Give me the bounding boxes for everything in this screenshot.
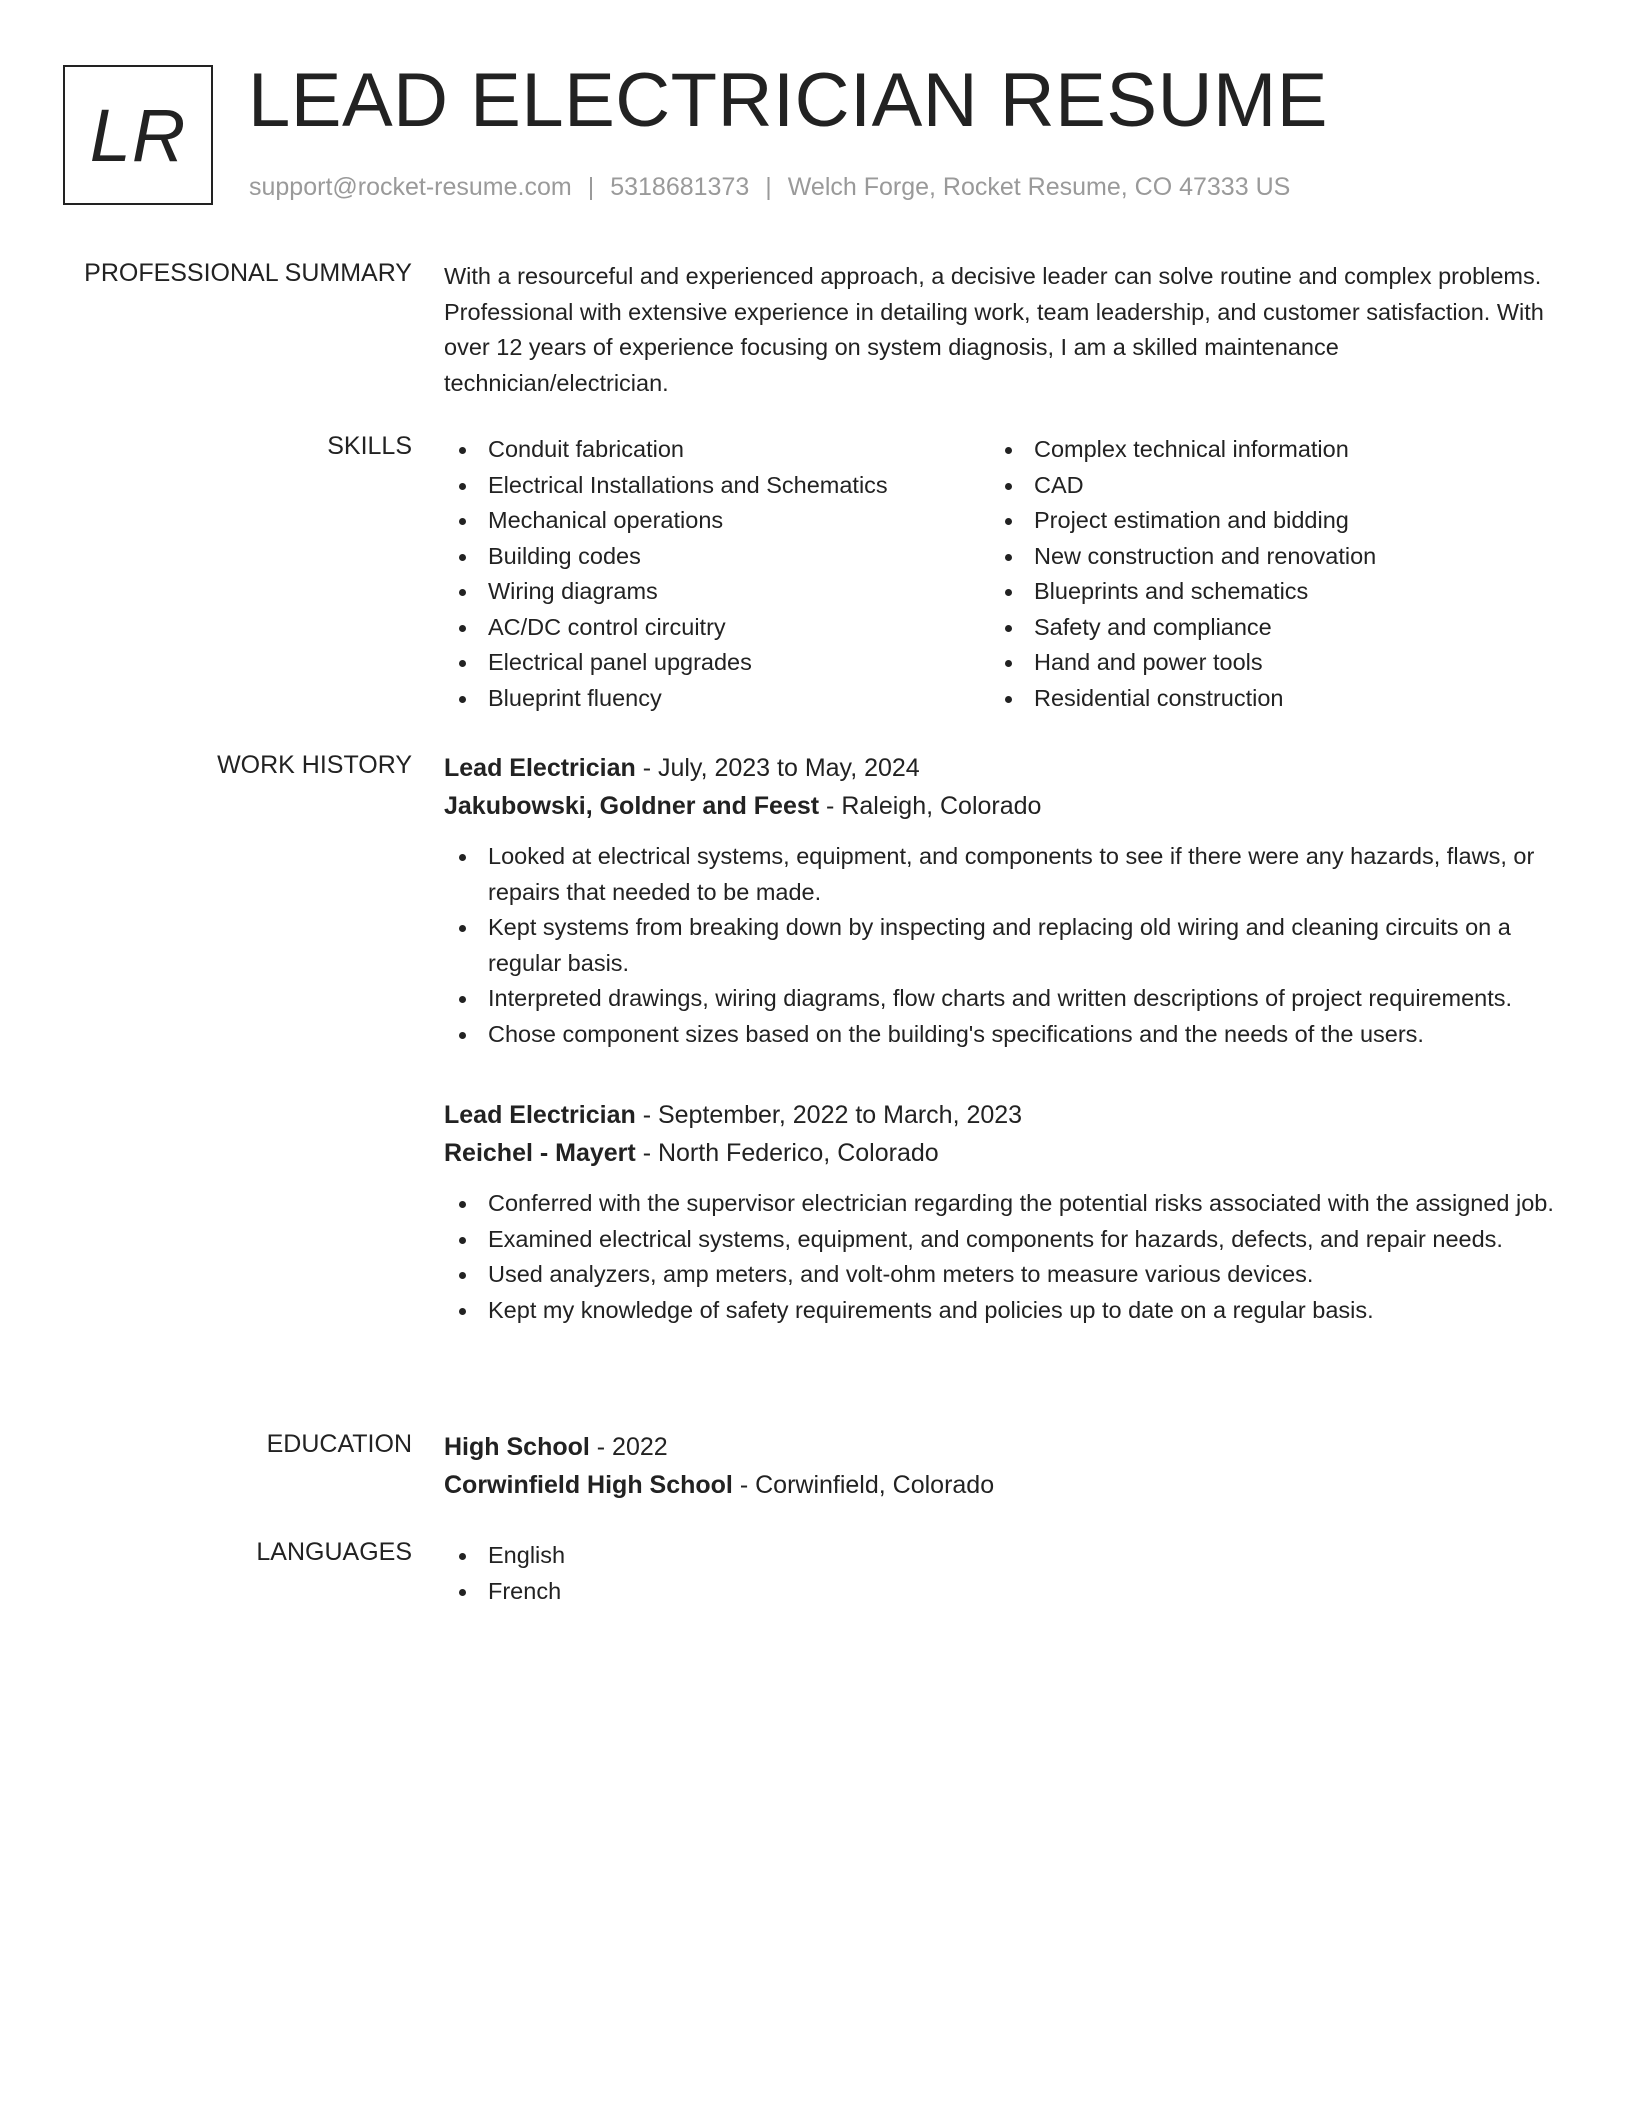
job-title-line [444,749,1554,787]
language-item: English [444,1538,1554,1574]
section-label-work: WORK HISTORY [217,751,412,779]
section-label-summary: PROFESSIONAL SUMMARY [84,259,412,287]
job-company-line [444,787,1554,825]
skill-item: Safety and compliance [990,610,1536,646]
job-duties [444,839,1554,1052]
duty-item: Chose component sizes based on the building's specifications and the needs of the users. [444,1017,1554,1053]
duty-item: Conferred with the supervisor electrician regarding the potential risks associated with the assigned job. [444,1186,1554,1222]
resume-header [63,58,1583,215]
summary-text: With a resourceful and experienced approach, a decisive leader can solve routine and complex problems. Professional with extensive experience in detailing work, team leadership, and customer satisfaction. With over 12 years of experience focusing on system diagnosis, I am a skilled maintenance technician/electrician. [444,263,1544,396]
education-degree-line [444,1428,1554,1466]
skill-item: AC/DC control circuitry [444,610,990,646]
job-title: Lead Electrician [444,754,636,782]
skills-list-left [444,432,990,716]
education-body [444,1428,1554,1504]
skill-item: Wiring diagrams [444,574,990,610]
skills-columns [444,432,1554,716]
skill-item: Blueprint fluency [444,681,990,717]
job-duties [444,1186,1554,1328]
section-label-languages: LANGUAGES [256,1538,412,1566]
job-entry [444,1096,1554,1328]
job-company: Reichel - Mayert [444,1139,636,1167]
duty-item: Kept systems from breaking down by inspecting and replacing old wiring and cleaning circuits on a regular basis. [444,910,1554,981]
skill-item: Residential construction [990,681,1536,717]
skill-item: Project estimation and bidding [990,503,1536,539]
contact-line [249,173,1290,202]
section-label-education: EDUCATION [266,1430,412,1458]
monogram-logo: LR [63,65,213,205]
education-year: - 2022 [589,1433,668,1461]
page-title: LEAD ELECTRICIAN RESUME [248,58,1328,143]
duty-item: Used analyzers, amp meters, and volt-ohm meters to measure various devices. [444,1257,1554,1293]
education-school-line [444,1466,1554,1504]
skill-item: Electrical Installations and Schematics [444,468,990,504]
languages-body [444,1538,1554,1609]
education-school: Corwinfield High School [444,1471,733,1499]
duty-item: Looked at electrical systems, equipment, and components to see if there were any hazards, flaws, or repairs that needed to be made. [444,839,1554,910]
language-item: French [444,1574,1554,1610]
section-label-skills: SKILLS [327,432,412,460]
contact-phone[interactable]: 5318681373 [610,173,750,201]
skills-body [444,432,1554,716]
skill-item: CAD [990,468,1536,504]
job-dates: - September, 2022 to March, 2023 [635,1101,1023,1129]
skill-item: Electrical panel upgrades [444,645,990,681]
skill-item: Mechanical operations [444,503,990,539]
duty-item: Examined electrical systems, equipment, and components for hazards, defects, and repair needs. [444,1222,1554,1258]
job-title-line [444,1096,1554,1134]
languages-list [444,1538,1554,1609]
duty-item: Kept my knowledge of safety requirements and policies up to date on a regular basis. [444,1293,1554,1329]
skill-item: Building codes [444,539,990,575]
job-title: Lead Electrician [444,1101,636,1129]
skill-item: Complex technical information [990,432,1536,468]
skills-list-right [990,432,1536,716]
contact-separator: | [587,173,595,201]
education-degree: High School [444,1433,590,1461]
contact-email[interactable]: support@rocket-resume.com [249,173,572,201]
skill-item: Blueprints and schematics [990,574,1536,610]
job-location: - Raleigh, Colorado [819,792,1042,820]
summary-body [444,259,1554,401]
skill-item: New construction and renovation [990,539,1536,575]
job-entry [444,749,1554,1052]
job-company-line [444,1134,1554,1172]
work-body [444,749,1554,1372]
job-dates: - July, 2023 to May, 2024 [635,754,920,782]
skill-item: Conduit fabrication [444,432,990,468]
education-location: - Corwinfield, Colorado [732,1471,995,1499]
contact-separator: | [765,173,772,201]
job-location: - North Federico, Colorado [635,1139,939,1167]
job-company: Jakubowski, Goldner and Feest [444,792,820,820]
contact-address: Welch Forge, Rocket Resume, CO 47333 US [787,173,1291,201]
duty-item: Interpreted drawings, wiring diagrams, flow charts and written descriptions of project requirements. [444,981,1554,1017]
skill-item: Hand and power tools [990,645,1536,681]
